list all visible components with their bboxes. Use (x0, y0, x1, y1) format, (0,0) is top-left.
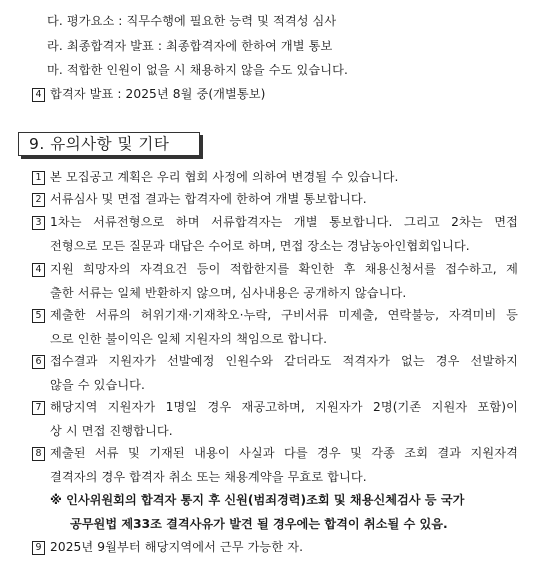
notice-number-box: 5 (32, 309, 45, 323)
notice-text: 본 모집공고 계획은 우리 협회 사정에 의하여 변경될 수 있습니다. (50, 170, 399, 184)
notice-text-continued: 출한 서류는 일체 반환하지 않으며, 심사내용은 공개하지 않습니다. (50, 286, 407, 300)
notice-number-box: 3 (32, 216, 45, 230)
notice-text: 해당지역 지원자가 1명일 경우 재공고하며, 지원자가 2명(기존 지원자 포함)이 (50, 400, 518, 414)
notice-text-continued: 전형으로 모든 질문과 대답은 수어로 하며, 면접 장소는 경남농아인협회입니다. (50, 239, 470, 253)
notice-text: 1차는 서류전형으로 하며 서류합격자는 개별 통보합니다. 그리고 2차는 면접 (50, 215, 518, 229)
notice-number-box: 8 (32, 447, 45, 461)
disqualification-note-continued: 공무원법 제33조 결격사유가 발견 될 경우에는 합격이 취소될 수 있음. (70, 517, 448, 531)
notice-number-box: 1 (32, 171, 45, 185)
notice-text-continued: 상 시 면접 진행합니다. (50, 424, 173, 438)
notice-number-box: 6 (32, 355, 45, 369)
no-hire-item: 마. 적합한 인원이 없을 시 채용하지 않을 수도 있습니다. (47, 63, 348, 77)
notice-text-continued: 결격자의 경우 합격자 취소 또는 채용계약을 무효로 합니다. (50, 470, 367, 484)
item-number-box: 4 (32, 88, 45, 102)
notice-text-continued: 않을 수 있습니다. (50, 378, 146, 392)
notice-text-continued: 으로 인한 불이익은 일체 지원자의 책임으로 합니다. (50, 332, 328, 346)
section-header-box (18, 132, 200, 156)
notice-number-box: 4 (32, 263, 45, 277)
result-announcement-item: 합격자 발표 : 2025년 8월 중(개별통보) (50, 87, 266, 101)
final-announcement-item: 라. 최종합격자 발표 : 최종합격자에 한하여 개별 통보 (47, 39, 333, 53)
disqualification-note: ※ 인사위원회의 합격자 통지 후 신원(범죄경력)조회 및 채용신체검사 등 국가 (50, 493, 465, 507)
work-availability-item: 2025년 9월부터 해당지역에서 근무 가능한 자. (50, 540, 304, 554)
notice-text: 접수결과 지원자가 선발예정 인원수와 같더라도 적격자가 없는 경우 선발하지 (50, 354, 518, 368)
notice-text: 지원 희망자의 자격요건 등이 적합한지를 확인한 후 채용신청서를 접수하고, 제 (50, 262, 518, 276)
notice-text: 제출된 서류 및 기재된 내용이 사실과 다를 경우 및 각종 조회 결과 지원자격 (50, 446, 518, 460)
notice-text: 제출한 서류의 허위기재·기재착오·누락, 구비서류 미제출, 연락불능, 자격미비 등 (50, 308, 518, 322)
item-number-box: 9 (32, 541, 45, 555)
criteria-item: 다. 평가요소 : 직무수행에 필요한 능력 및 적격성 심사 (47, 14, 337, 28)
notice-number-box: 2 (32, 193, 45, 207)
notice-number-box: 7 (32, 401, 45, 415)
notice-text: 서류심사 및 면접 결과는 합격자에 한하여 개별 통보합니다. (50, 192, 367, 206)
section-title: 9. 유의사항 및 기타 (29, 135, 170, 153)
